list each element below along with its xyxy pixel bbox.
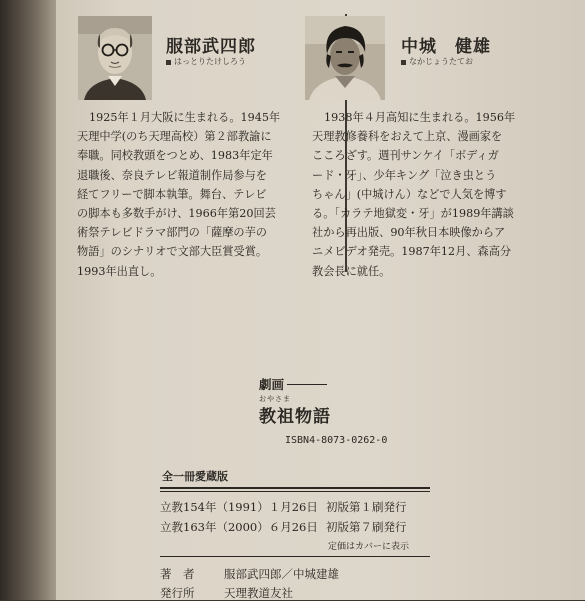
colophon-rule-bottom [160, 556, 430, 557]
print1-date: 立教154年（1991）１月26日 [160, 500, 318, 514]
book-title: 教祖物語 [259, 407, 331, 427]
author-credit-value: 服部武四郎／中城建雄 [224, 567, 339, 581]
book-title-block [259, 375, 331, 427]
author1-name: 服部武四郎 [166, 37, 256, 57]
print2-note: 初版第７刷発行 [326, 520, 407, 534]
print2-date: 立教163年（2000）６月26日 [160, 520, 318, 534]
book-page [56, 0, 585, 600]
author2-name: 中城 健雄 [401, 37, 491, 57]
author1-reading-text: はっとりたけしろう [174, 57, 246, 66]
author2-bio [312, 108, 515, 281]
author2-reading [401, 56, 473, 67]
author1-bio-line: 経てフリーで脚本執筆。舞台、テレビ [77, 187, 267, 201]
author1-bio-line: 術祭テレビドラマ部門の「薩摩の芋の [77, 226, 267, 240]
series-dash [287, 384, 327, 385]
author1-portrait [78, 16, 152, 100]
author2-portrait [305, 16, 385, 100]
print1-note: 初版第１刷発行 [326, 500, 407, 514]
author2-bio-line: 教会長に就任。 [312, 264, 391, 278]
author1-bio-line: 天理中学(のち天理高校）第２部教諭に [77, 130, 272, 144]
author2-bio-line: ちゃん」(中城けん）などで人気を博す [312, 187, 507, 201]
price-note: 定価はカバーに表示 [328, 542, 410, 552]
author2-bio-line: 天理教修養科をおえて上京、漫画家を [312, 130, 503, 144]
author1-bio-line: 1925年１月大阪に生まれる。1945年 [89, 111, 281, 124]
isbn: ISBN4-8073-0262-0 [285, 435, 388, 446]
publisher-label: 発行所 [160, 586, 195, 600]
bullet-square-icon [401, 60, 406, 65]
facing-page-edge [0, 0, 56, 600]
title-ruby: おやさま [259, 395, 291, 403]
series-text: 劇画 [259, 377, 285, 392]
author2-reading-text: なかじょうたてお [409, 57, 473, 66]
author1-portrait-image [78, 16, 152, 100]
author1-bio-line: 退職後、奈良テレビ報道制作局参与を [77, 168, 267, 182]
series-label [259, 375, 327, 393]
author2-bio-line: 社から再出版、90年秋日本映像からア [312, 226, 506, 240]
author2-bio-line: こころざす。週刊サンケイ「ボディガ [312, 149, 499, 163]
author1-bio-line: 奉職。同校教頭をつとめ、1983年定年 [77, 149, 273, 163]
edition-label: 全一冊愛蔵版 [162, 470, 228, 483]
author2-bio-line: ード・牙」、少年キング「泣き虫とう [312, 168, 497, 182]
author1-bio-line: の脚本も多数手がけ、1966年第20回芸 [77, 206, 276, 220]
author2-bio-line: ニメビデオ発売。1987年12月、森高分 [312, 245, 512, 259]
author1-bio-line: 1993年出直し。 [77, 264, 162, 278]
colophon-rule-thin [160, 491, 430, 492]
author-credit-label: 著 者 [160, 567, 195, 581]
author2-bio-line: 1938年４月高知に生まれる。1956年 [324, 111, 516, 124]
bullet-square-icon [166, 60, 171, 65]
colophon-rule-thick [160, 487, 430, 489]
author1-bio [77, 108, 280, 281]
author2-bio-line: る。「カラテ地獄変・牙」が1989年講談 [312, 206, 514, 220]
author2-portrait-image [305, 16, 385, 100]
author1-reading [166, 56, 246, 67]
publisher-value: 天理教道友社 [224, 586, 293, 600]
author1-bio-line: 物語」のシナリオで文部大臣賞受賞。 [77, 245, 268, 259]
